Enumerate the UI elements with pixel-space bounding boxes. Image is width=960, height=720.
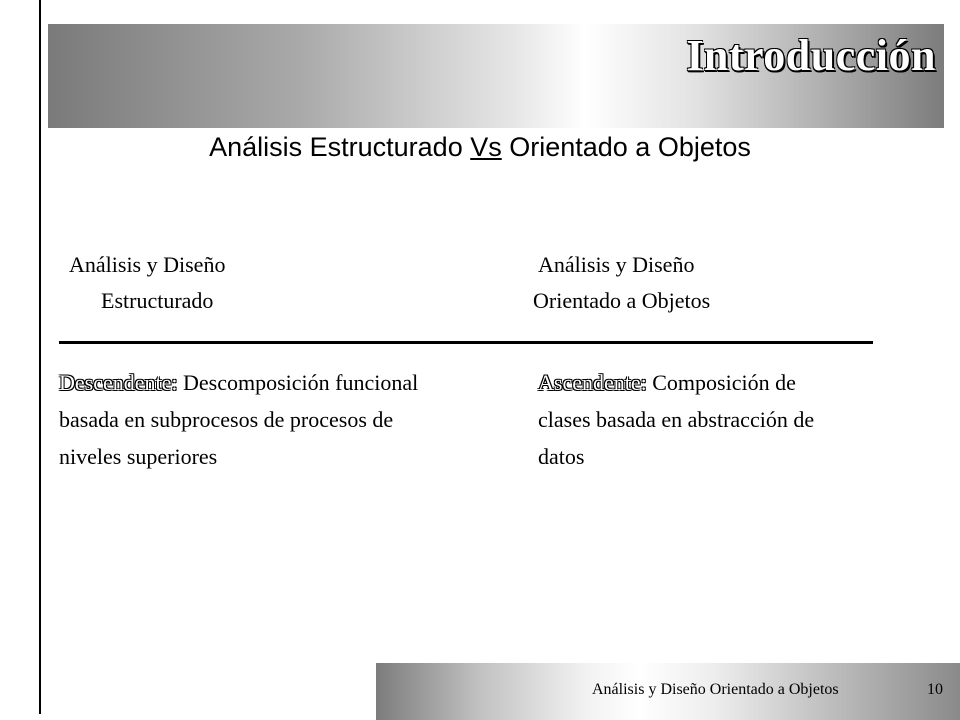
right-body-line-1 <box>538 364 898 401</box>
left-column-body <box>59 364 519 475</box>
subtitle-vs: Vs <box>470 132 502 162</box>
title-banner <box>48 24 944 128</box>
footer-course-title: Análisis y Diseño Orientado a Objetos <box>592 681 839 698</box>
right-body-line-3: datos <box>538 444 585 469</box>
left-vertical-rule <box>39 0 41 714</box>
slide-subtitle <box>0 130 960 164</box>
left-body-line-1 <box>59 364 519 401</box>
right-heading-line-1: Análisis y Diseño <box>538 252 695 277</box>
left-body-line-3: niveles superiores <box>59 444 218 469</box>
section-divider <box>59 341 873 344</box>
subtitle-part-2: Orientado a Objetos <box>501 132 751 162</box>
subtitle-part-1: Análisis Estructurado <box>209 132 471 162</box>
slide-title: Introducción <box>686 31 936 80</box>
right-key-term: Ascendente: <box>538 370 647 395</box>
right-heading-line-2: Orientado a Objetos <box>533 288 711 313</box>
left-heading-line-2: Estructurado <box>101 288 214 313</box>
right-column-body <box>538 364 898 475</box>
page-number: 10 <box>927 681 943 698</box>
left-body-text-1: Descomposición funcional <box>177 370 419 395</box>
right-body-text-1: Composición de <box>646 370 796 395</box>
left-heading-line-1: Análisis y Diseño <box>69 252 226 277</box>
left-body-line-2: basada en subprocesos de procesos de <box>59 407 394 432</box>
right-body-line-2: clases basada en abstracción de <box>538 407 815 432</box>
left-key-term: Descendente: <box>59 370 178 395</box>
